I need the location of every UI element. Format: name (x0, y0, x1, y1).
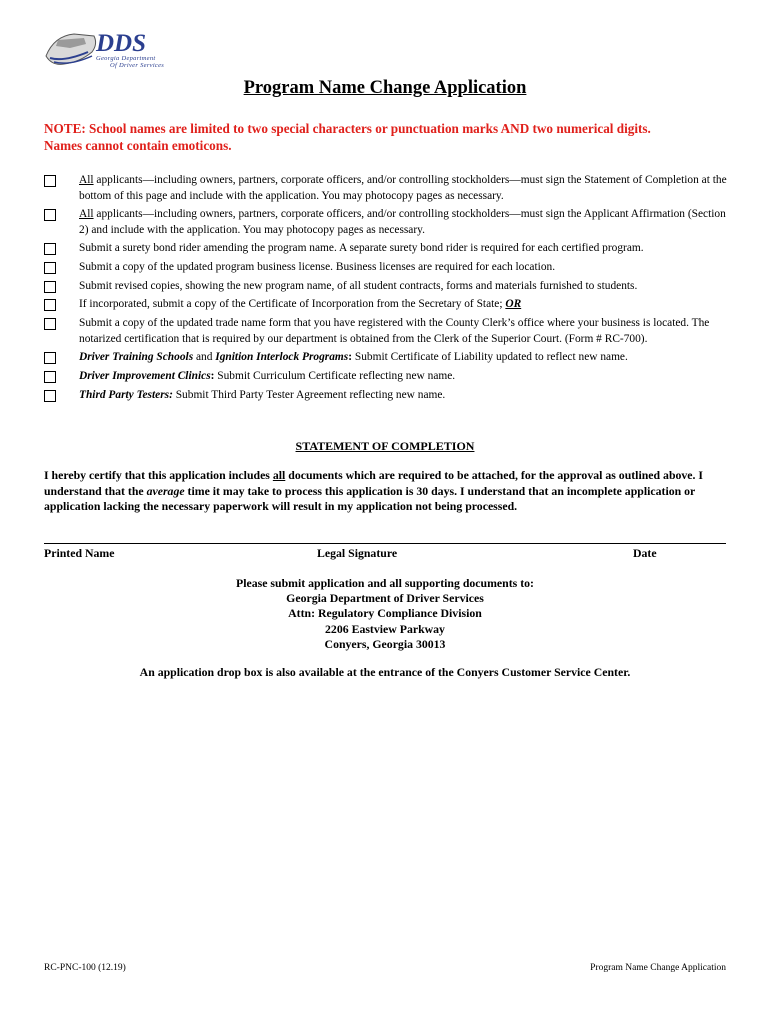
statement-text: documents which are required to be attached, for the approval as outlined above. I understand that the (44, 468, 704, 498)
logo-subtitle-line1: Georgia Department (96, 55, 156, 62)
checklist-item (44, 279, 734, 295)
submission-address (0, 576, 770, 652)
checkbox[interactable] (44, 299, 56, 311)
or-emphasis: OR (505, 298, 522, 311)
item-connector: and (193, 351, 216, 364)
statement-text: I hereby certify that this application includes (44, 468, 273, 482)
item-lead: Driver Improvement Clinics (79, 370, 211, 382)
form-name: Program Name Change Application (590, 963, 726, 973)
logo-subtitle-line2: Of Driver Services (110, 62, 165, 69)
checklist-item (44, 260, 734, 276)
submit-line: Georgia Department of Driver Services (286, 591, 484, 606)
item-text: Submit Certificate of Liability updated to reflect new name. (352, 351, 628, 364)
checkbox[interactable] (44, 390, 56, 402)
checkbox[interactable] (44, 262, 56, 274)
note-block (44, 120, 734, 154)
checkbox[interactable] (44, 318, 56, 330)
statement-body (44, 468, 730, 515)
statement-heading: STATEMENT OF COMPLETION (295, 439, 475, 453)
note-line-1: NOTE: School names are limited to two special characters or punctuation marks AND two numerical digits. (44, 121, 651, 136)
item-lead: Ignition Interlock Programs (215, 351, 349, 364)
drop-box-notice: An application drop box is also available at the entrance of the Conyers Customer Service Center. (139, 665, 631, 679)
item-colon: : (348, 351, 353, 364)
printed-name-label: Printed Name (44, 546, 115, 560)
item-colon: : (210, 370, 215, 382)
submit-line: Please submit application and all supporting documents to: (236, 576, 534, 590)
item-text: applicants—including owners, partners, corporate officers, and/or controlling stockholders—must sign the Statement of Completion at the bottom of this page and include with the application. You may photocopy pages as necessary. (79, 174, 727, 202)
logo-wordmark: DDS (96, 30, 147, 57)
checklist-item (44, 388, 734, 404)
checklist-item (44, 241, 734, 257)
checklist-item (44, 207, 734, 238)
form-id: RC-PNC-100 (12.19) (44, 963, 126, 973)
checklist-item (44, 350, 734, 366)
legal-signature-label: Legal Signature (317, 546, 398, 560)
date-label: Date (633, 546, 657, 560)
checklist-item (44, 369, 734, 385)
submit-line: 2206 Eastview Parkway (325, 621, 445, 636)
item-text: Submit Third Party Tester Agreement reflecting new name. (172, 388, 446, 401)
item-text: If incorporated, submit a copy of the Certificate of Incorporation from the Secretary of State; (79, 298, 506, 311)
checkbox[interactable] (44, 243, 56, 255)
item-lead: All (79, 208, 94, 221)
checkbox[interactable] (44, 175, 56, 187)
item-text: Submit a copy of the updated trade name form that you have registered with the County Clerk’s office where your business is located. The notarized certification that is required by our department is obtained from the Clerk of the Superior Court. (Form # RC-700). (79, 317, 710, 345)
item-text: applicants—including owners, partners, corporate officers, and/or controlling stockholders—must sign the Applicant Affirmation (Section 2) and include with the application. You may photocopy pages as necessary. (79, 208, 726, 236)
note-line-2: Names cannot contain emoticons. (44, 138, 232, 153)
item-text: Submit a copy of the updated program business license. Business licenses are required for each location. (79, 261, 556, 274)
checkbox[interactable] (44, 209, 56, 221)
item-lead: All (79, 174, 94, 186)
page-title: Program Name Change Application (243, 78, 527, 98)
submit-line: Conyers, Georgia 30013 (324, 636, 446, 651)
item-text: Submit Curriculum Certificate reflecting new name. (214, 370, 456, 382)
checkbox[interactable] (44, 352, 56, 364)
item-text: Submit a surety bond rider amending the program name. A separate surety bond rider is required for each certified program. (79, 242, 644, 255)
signature-line[interactable] (44, 543, 726, 544)
statement-emphasis-average: average (146, 483, 185, 498)
checklist-item (44, 297, 734, 313)
statement-emphasis-all: all (272, 468, 286, 482)
checkbox[interactable] (44, 281, 56, 293)
item-text: Submit revised copies, showing the new program name, of all student contracts, forms and materials furnished to students. (79, 279, 638, 292)
checklist-item (44, 173, 734, 204)
item-lead: Driver Training Schools (79, 351, 194, 364)
submit-line: Attn: Regulatory Compliance Division (288, 606, 482, 621)
statement-text: time it may take to process this application is 30 days. I understand that an incomplete application or application lacking the necessary paperwork will result in my application not being processed. (44, 483, 696, 513)
item-lead: Third Party Testers: (79, 388, 173, 401)
requirements-checklist (44, 173, 734, 406)
checkbox[interactable] (44, 371, 56, 383)
checklist-item (44, 316, 734, 347)
